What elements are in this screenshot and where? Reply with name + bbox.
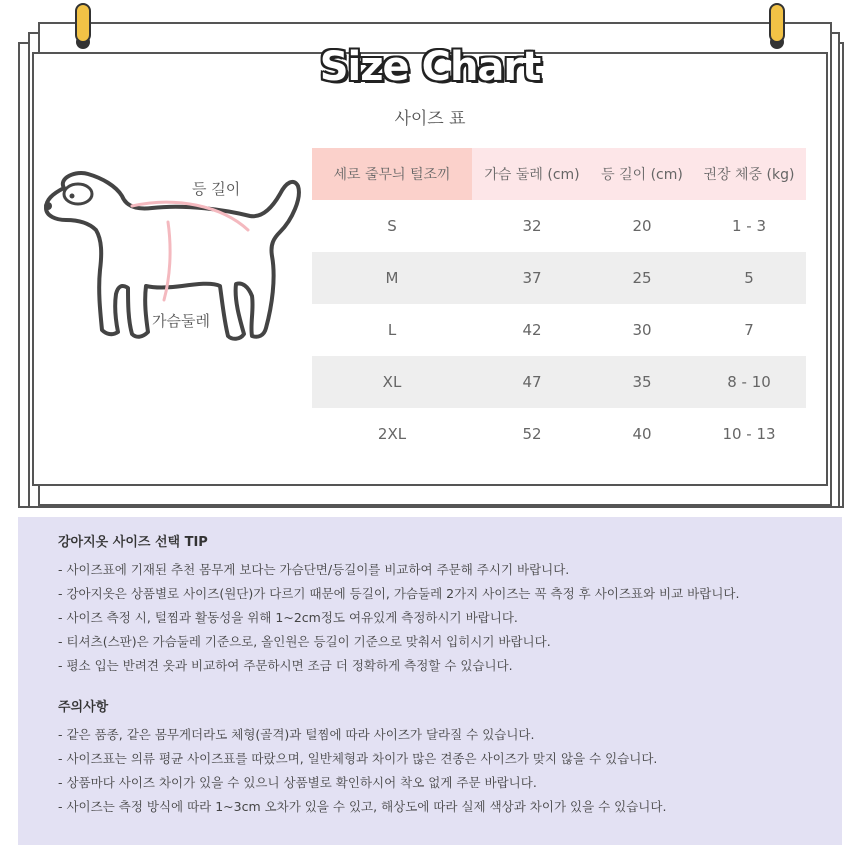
chest-value: 42 [522, 321, 542, 339]
clip-pin-icon [72, 2, 94, 50]
table-header-row [312, 148, 806, 200]
weight-value: 10 - 13 [722, 425, 776, 443]
size-label: L [387, 321, 397, 339]
weight-value: 5 [744, 269, 754, 287]
chest-value: 37 [522, 269, 542, 287]
tip-line: - 평소 입는 반려견 옷과 비교하여 주문하시면 조금 더 정확하게 측정할 수 있습니다. [58, 658, 513, 673]
weight-value: 1 - 3 [731, 217, 767, 235]
size-table [312, 148, 806, 460]
table-row [312, 304, 806, 356]
caution-section-title: 주의사항 [58, 700, 109, 715]
tips-panel [18, 517, 842, 845]
table-row [312, 252, 806, 304]
page-subtitle: 사이즈 표 [394, 109, 466, 129]
size-label: 2XL [377, 425, 407, 443]
chest-value: 47 [522, 373, 542, 391]
caution-line: - 같은 품종, 같은 몸무게더라도 체형(골격)과 털찜에 따라 사이즈가 달라질 수 있습니다. [58, 727, 535, 742]
chest-girth-label: 가슴둘레 [152, 312, 210, 330]
header-chest: 가슴 둘레 (cm) [472, 148, 592, 200]
table-row [312, 356, 806, 408]
back-length-value: 30 [632, 321, 652, 339]
caution-line: - 사이즈는 측정 방식에 따라 1~3cm 오차가 있을 수 있고, 해상도에 따라 실제 색상과 차이가 있을 수 있습니다. [58, 799, 667, 814]
header-product-name: 세로 줄무늬 털조끼 [312, 148, 472, 200]
chest-value: 52 [522, 425, 542, 443]
clip-pin-icon [766, 2, 788, 50]
caution-line: - 상품마다 사이즈 차이가 있을 수 있으니 상품별로 확인하시어 착오 없게 주문 바랍니다. [58, 775, 537, 790]
back-length-value: 35 [632, 373, 652, 391]
table-row [312, 408, 806, 460]
header-back-length: 등 길이 (cm) [592, 148, 692, 200]
table-row [312, 200, 806, 252]
tip-line: - 강아지옷은 상품별로 사이즈(원단)가 다르기 때문에 등길이, 가슴둘레 2가지 사이즈는 꼭 측정 후 사이즈표와 비교 바랍니다. [58, 586, 740, 601]
tip-section-title: 강아지옷 사이즈 선택 TIP [58, 535, 208, 550]
weight-value: 7 [744, 321, 754, 339]
size-label: XL [382, 373, 402, 391]
back-length-value: 20 [632, 217, 652, 235]
tip-line: - 티셔츠(스판)은 가슴둘레 기준으로, 올인원은 등길이 기준으로 맞춰서 입히시기 바랍니다. [58, 634, 551, 649]
weight-value: 8 - 10 [727, 373, 771, 391]
back-length-value: 40 [632, 425, 652, 443]
size-label: M [385, 269, 399, 287]
back-length-value: 25 [632, 269, 652, 287]
back-length-label: 등 길이 [192, 180, 241, 198]
tip-line: - 사이즈 측정 시, 털찜과 활동성을 위해 1~2cm정도 여유있게 측정하시기 바랍니다. [58, 610, 518, 625]
size-label: S [387, 217, 397, 235]
page-title: Size Chart [319, 44, 541, 90]
caution-line: - 사이즈표는 의류 평균 사이즈표를 따랐으며, 일반체형과 차이가 많은 견종은 사이즈가 맞지 않을 수 있습니다. [58, 751, 658, 766]
tip-line: - 사이즈표에 기재된 추천 몸무게 보다는 가슴단면/등길이를 비교하여 주문해 주시기 바랍니다. [58, 562, 570, 577]
chest-value: 32 [522, 217, 542, 235]
header-weight: 권장 체중 (kg) [692, 148, 806, 200]
